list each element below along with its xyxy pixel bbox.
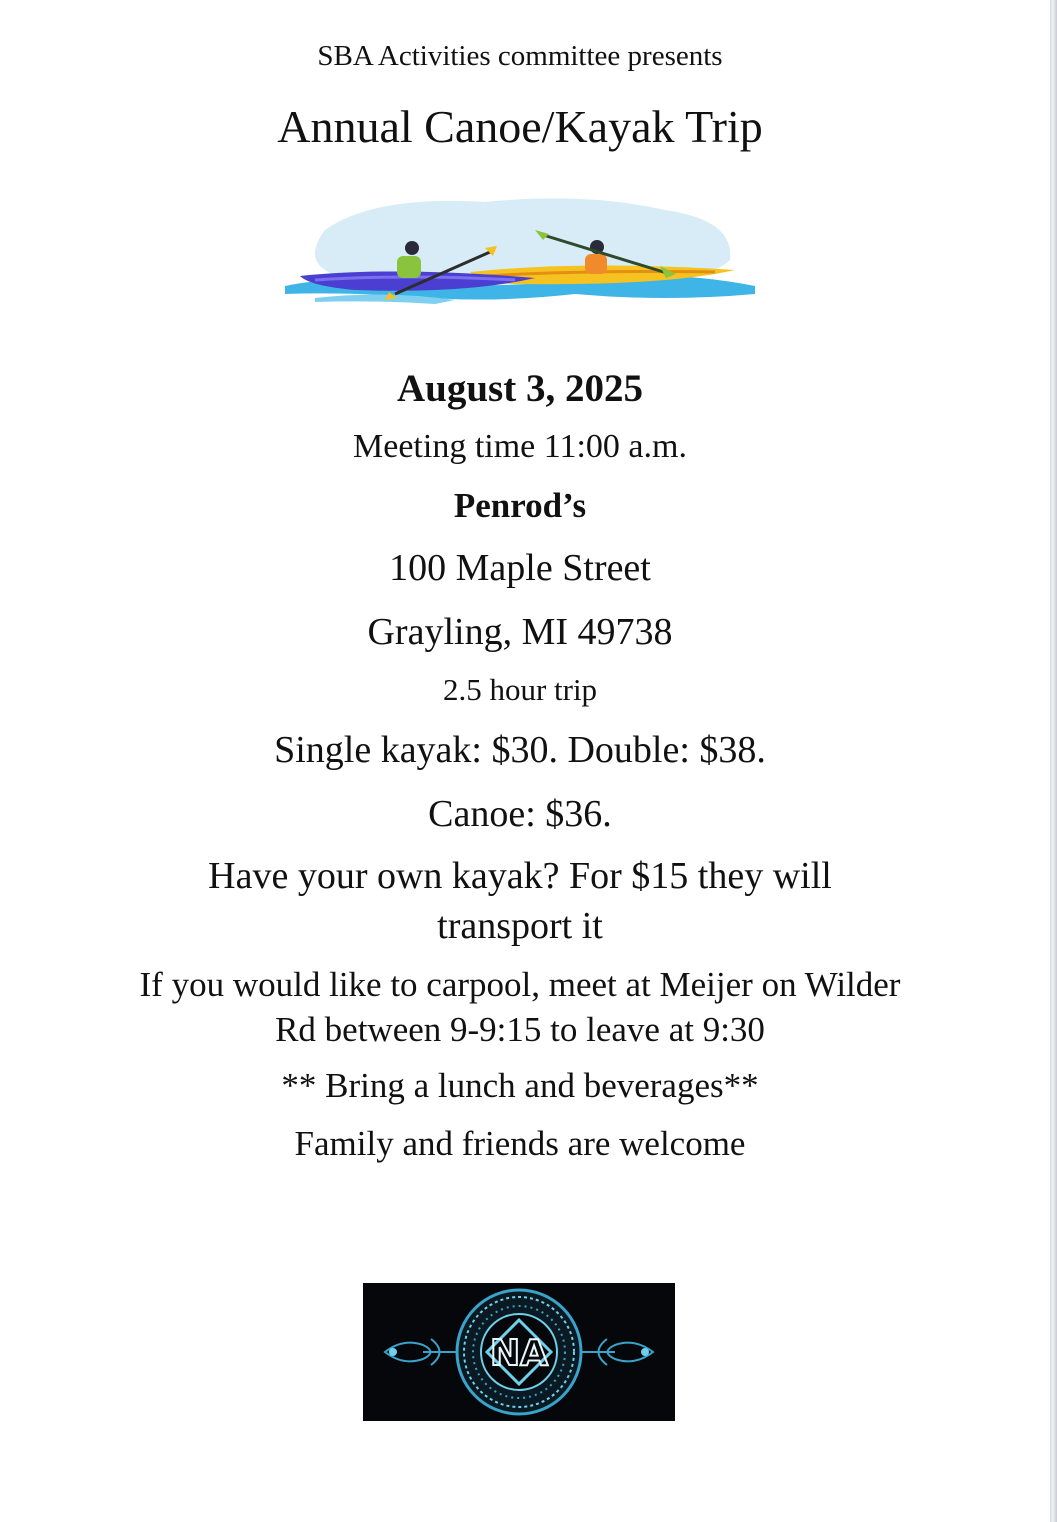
- page-edge: [1050, 0, 1057, 1522]
- venue-name: Penrod’s: [453, 486, 587, 525]
- kayakers-illustration: [285, 190, 755, 310]
- lunch-note: ** Bring a lunch and beverages**: [281, 1066, 759, 1105]
- venue-street: 100 Maple Street: [389, 547, 651, 589]
- trip-duration: 2.5 hour trip: [442, 672, 598, 707]
- event-date: August 3, 2025: [397, 367, 643, 410]
- na-logo-letters: NA: [490, 1333, 548, 1374]
- na-logo: [363, 1283, 675, 1421]
- own-kayak-line-1: Have your own kayak? For $15 they will: [208, 855, 832, 897]
- own-kayak-line-2: transport it: [437, 905, 603, 947]
- flyer-title: Annual Canoe/Kayak Trip: [277, 101, 763, 152]
- venue-city: Grayling, MI 49738: [367, 611, 673, 653]
- meeting-time: Meeting time 11:00 a.m.: [353, 428, 687, 465]
- carpool-line-2: Rd between 9-9:15 to leave at 9:30: [275, 1010, 765, 1049]
- kayak-prices: Single kayak: $30. Double: $38.: [274, 729, 766, 771]
- presenter-line: SBA Activities committee presents: [317, 40, 723, 72]
- carpool-line-1: If you would like to carpool, meet at Meijer on Wilder: [139, 965, 901, 1004]
- canoe-price: Canoe: $36.: [428, 793, 612, 835]
- family-note: Family and friends are welcome: [294, 1124, 746, 1163]
